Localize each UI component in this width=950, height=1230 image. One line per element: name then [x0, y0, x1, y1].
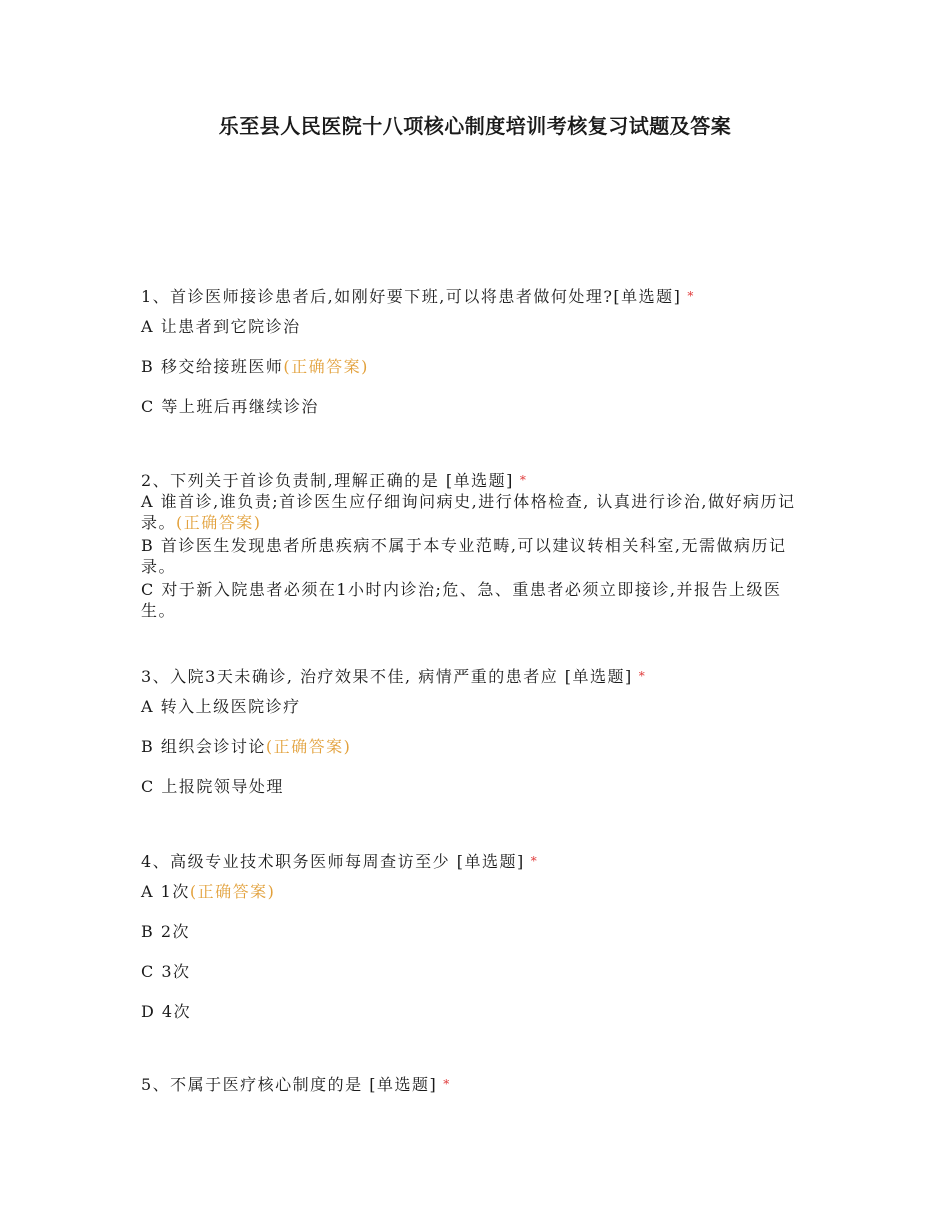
question-4-option-a	[141, 881, 801, 902]
option-text: A 谁首诊,谁负责;首诊医生应仔细询问病史,进行体格检查, 认真进行诊治,做好病历记录。	[141, 492, 796, 532]
question-3-option-a	[141, 696, 801, 717]
option-text: A 让患者到它院诊治	[141, 317, 301, 336]
question-2-option-c	[141, 579, 801, 621]
option-text: C 上报院领导处理	[141, 777, 284, 796]
question-3-option-b	[141, 736, 801, 757]
question-stem-text: 2、下列关于首诊负责制,理解正确的是 [单选题]	[141, 471, 514, 490]
question-4-option-d	[141, 1001, 801, 1022]
question-1-stem	[141, 286, 801, 307]
question-4-stem	[141, 851, 801, 872]
option-text: C 3次	[141, 962, 191, 981]
correct-answer-marker: (正确答案)	[189, 882, 276, 901]
question-1-option-a	[141, 316, 801, 337]
question-2-option-a	[141, 491, 801, 533]
option-text: D 4次	[141, 1002, 192, 1021]
required-marker: *	[687, 289, 695, 303]
correct-answer-marker: (正确答案)	[265, 737, 352, 756]
required-marker: *	[519, 473, 528, 487]
question-stem-text: 1、首诊医师接诊患者后,如刚好要下班,可以将患者做何处理?[单选题]	[141, 287, 682, 306]
document-title: 乐至县人民医院十八项核心制度培训考核复习试题及答案	[218, 114, 732, 138]
question-3-stem	[141, 666, 801, 687]
question-4-option-b	[141, 921, 801, 942]
option-text: B 2次	[141, 922, 191, 941]
question-2-option-b	[141, 535, 801, 577]
required-marker: *	[638, 669, 647, 683]
question-1-option-b	[141, 356, 801, 377]
required-marker: *	[530, 854, 539, 868]
option-text: C 等上班后再继续诊治	[141, 397, 319, 416]
question-stem-text: 5、不属于医疗核心制度的是 [单选题]	[141, 1075, 438, 1094]
required-marker: *	[443, 1077, 451, 1091]
correct-answer-marker: (正确答案)	[176, 513, 262, 532]
option-text: A 转入上级医院诊疗	[141, 697, 301, 716]
option-text: C 对于新入院患者必须在1小时内诊治;危、急、重患者必须立即接诊,并报告上级医生。	[141, 580, 782, 620]
option-text: A 1次	[141, 882, 190, 901]
correct-answer-marker: (正确答案)	[283, 357, 369, 376]
question-4-option-c	[141, 961, 801, 982]
option-text: B 首诊医生发现患者所患疾病不属于本专业范畴,可以建议转相关科室,无需做病历记录。	[141, 536, 787, 576]
question-2-stem	[141, 470, 801, 491]
option-text: B 移交给接班医师	[141, 357, 284, 376]
question-1-option-c	[141, 396, 801, 417]
question-3-option-c	[141, 776, 801, 797]
question-stem-text: 4、高级专业技术职务医师每周查访至少 [单选题]	[141, 852, 525, 871]
question-5-stem	[141, 1074, 801, 1095]
question-stem-text: 3、入院3天未确诊, 治疗效果不佳, 病情严重的患者应 [单选题]	[141, 667, 633, 686]
option-text: B 组织会诊讨论	[141, 737, 266, 756]
